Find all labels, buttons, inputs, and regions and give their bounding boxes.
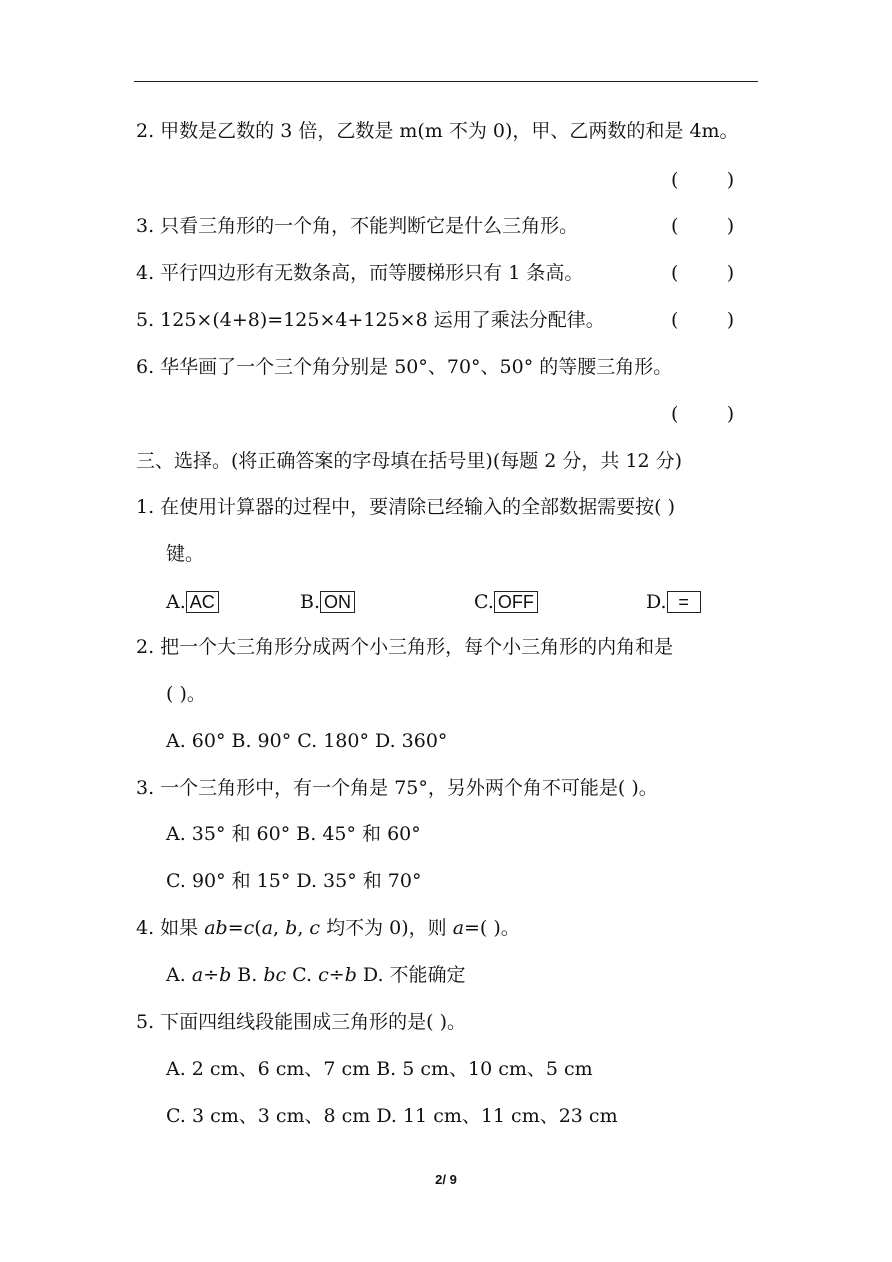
choice-q5-options-row2: C. 3 cm、3 cm、8 cm D. 11 cm、11 cm、23 cm [166,1105,618,1127]
answer-paren-q2[interactable]: ( ) [671,169,735,191]
choice-q3-stem: 3. 一个三角形中，有一个角是 75°，另外两个角不可能是( )。 [136,777,658,799]
calculator-key-ac: AC [186,591,219,613]
judgement-q4: 4. 平行四边形有无数条高，而等腰梯形只有 1 条高。 [136,262,584,284]
judgement-q2: 2. 甲数是乙数的 3 倍，乙数是 m(m 不为 0)，甲、乙两数的和是 4m。 [136,120,739,142]
choice-q5-options-row1: A. 2 cm、6 cm、7 cm B. 5 cm、10 cm、5 cm [166,1058,593,1080]
choice-q1-option-d[interactable] [646,590,701,614]
calculator-key-on: ON [320,591,355,613]
choice-q1-option-a[interactable] [166,590,219,614]
choice-q2-stem: 2. 把一个大三角形分成两个小三角形，每个小三角形的内角和是 [136,636,674,658]
choice-q4-options: A. a÷b B. bc C. c÷b D. 不能确定 [166,964,466,986]
section-heading-choice: 三、选择。(将正确答案的字母填在括号里)(每题 2 分，共 12 分) [136,450,683,472]
answer-paren-q6[interactable]: ( ) [671,403,735,425]
choice-q4-stem: 4. 如果 ab=c(a, b, c 均不为 0)，则 a=( )。 [136,917,520,939]
answer-paren-q4[interactable]: ( ) [671,262,735,284]
judgement-q5: 5. 125×(4+8)=125×4+125×8 运用了乘法分配律。 [136,309,605,331]
answer-paren-q3[interactable]: ( ) [671,215,735,237]
choice-q5-stem: 5. 下面四组线段能围成三角形的是( )。 [136,1011,467,1033]
judgement-q6: 6. 华华画了一个三个角分别是 50°、70°、50° 的等腰三角形。 [136,356,673,378]
answer-paren-q5[interactable]: ( ) [671,309,735,331]
page-number: 2/ 9 [435,1172,457,1187]
choice-q1-stem: 1. 在使用计算器的过程中，要清除已经输入的全部数据需要按( ) [136,496,676,518]
option-label: C. [474,591,494,613]
choice-q1-option-b[interactable] [300,590,355,614]
option-label: A. [166,591,186,613]
judgement-q3: 3. 只看三角形的一个角，不能判断它是什么三角形。 [136,215,579,237]
calculator-key-off: OFF [494,591,538,613]
choice-q1-option-c[interactable] [474,590,538,614]
header-rule [134,81,758,82]
choice-q3-options-row1: A. 35° 和 60° B. 45° 和 60° [166,823,421,845]
choice-q3-options-row2: C. 90° 和 15° D. 35° 和 70° [166,870,422,892]
choice-q2-options: A. 60° B. 90° C. 180° D. 360° [166,730,448,752]
choice-q1-stem-cont: 键。 [166,543,205,565]
option-label: B. [300,591,321,613]
option-label: D. [646,591,667,613]
calculator-key-equals: = [667,591,701,613]
choice-q2-stem-cont: ( )。 [166,683,206,705]
